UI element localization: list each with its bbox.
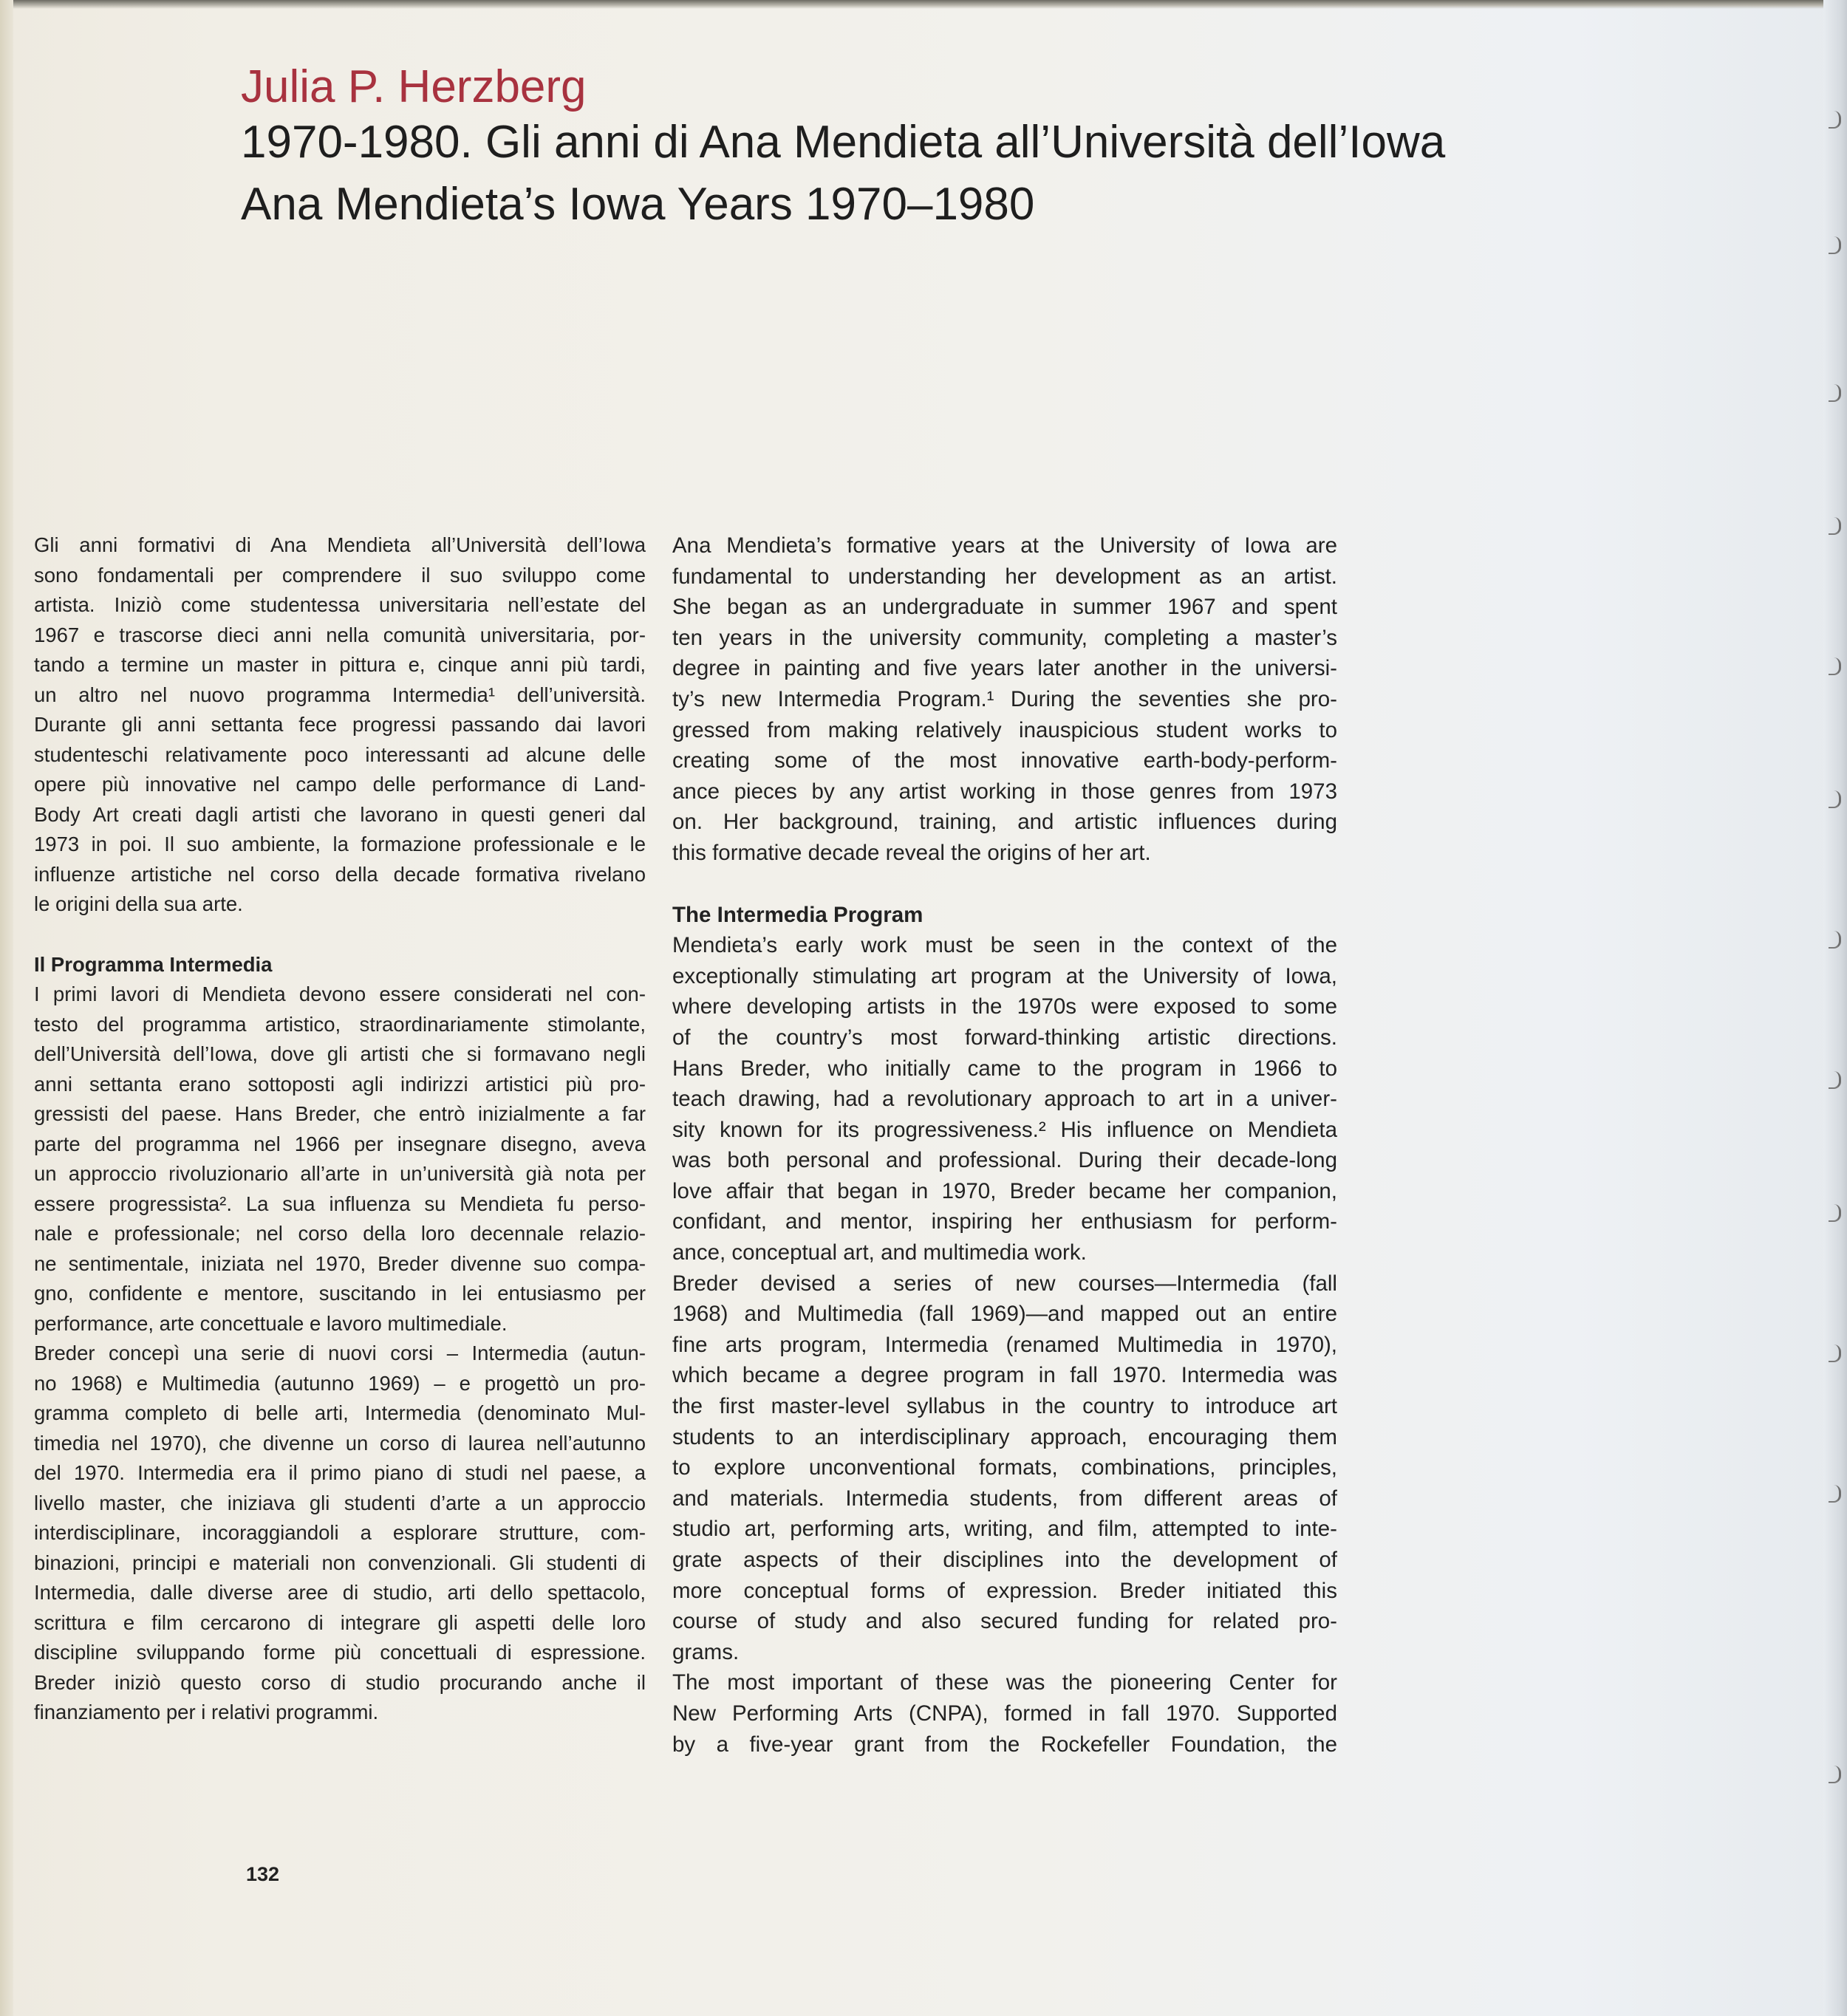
binder-ring xyxy=(1829,384,1841,402)
text-line: gramma completo di belle arti, Intermedia (denominato Mul- xyxy=(34,1401,646,1424)
page-title-italian: 1970-1980. Gli anni di Ana Mendieta all’Università dell’Iowa xyxy=(241,117,1446,168)
text-line: parte del programma nel 1966 per insegnare disegno, aveva xyxy=(34,1132,646,1155)
text-line: un approccio rivoluzionario all’arte in un’università già nota per xyxy=(34,1162,646,1185)
text-line: students to an interdisciplinary approach, encouraging them xyxy=(672,1424,1337,1449)
text-line: grate aspects of their disciplines into the development of xyxy=(672,1548,1337,1572)
italian-paragraph-1 xyxy=(34,980,646,1339)
text-line: creating some of the most innovative earth-body-perform- xyxy=(672,748,1337,773)
text-line: ten years in the university community, completing a master’s xyxy=(672,625,1337,650)
english-text-column xyxy=(672,530,1337,1760)
text-line: finanziamento per i relativi programmi. xyxy=(34,1701,379,1723)
paragraph-gap xyxy=(34,920,646,950)
text-line: where developing artists in the 1970s were exposed to some xyxy=(672,994,1337,1019)
text-line: fundamental to understanding her development as an artist. xyxy=(672,564,1337,589)
english-paragraph-3 xyxy=(672,1667,1337,1760)
top-edge-shadow xyxy=(0,0,1847,9)
page-left-edge xyxy=(0,0,13,2016)
text-line: discipline sviluppando forme più concettuali di espressione. xyxy=(34,1641,646,1664)
text-line: of the country’s most forward-thinking artistic directions. xyxy=(672,1025,1337,1050)
text-line: binazioni, principi e materiali non convenzionali. Gli studenti di xyxy=(34,1551,646,1574)
text-line: teach drawing, had a revolutionary approach to art in a univer- xyxy=(672,1087,1337,1112)
text-line: testo del programma artistico, straordinariamente stimolante, xyxy=(34,1012,646,1036)
italian-text-column xyxy=(34,530,646,1728)
text-line: no 1968) e Multimedia (autunno 1969) – e progettò un pro- xyxy=(34,1371,646,1395)
text-line: studenteschi relativamente poco interessanti ad alcune delle xyxy=(34,742,646,766)
text-line: love affair that began in 1970, Breder became her companion, xyxy=(672,1178,1337,1203)
page-number: 132 xyxy=(246,1863,280,1885)
author-name: Julia P. Herzberg xyxy=(241,61,587,112)
text-line: Mendieta’s early work must be seen in the context of the xyxy=(672,933,1337,958)
binder-ring xyxy=(1829,1485,1841,1503)
text-line: sity known for its progressiveness.² His influence on Mendieta xyxy=(672,1117,1337,1142)
text-line: the first master-level syllabus in the country to introduce art xyxy=(672,1394,1337,1419)
text-line: Breder concepì una serie di nuovi corsi – Intermedia (autun- xyxy=(34,1342,646,1364)
text-line: 1967 e trascorse dieci anni nella comunità universitaria, por- xyxy=(34,623,646,646)
english-paragraph-2 xyxy=(672,1268,1337,1668)
text-line: nale e professionale; nel corso della loro decennale relazio- xyxy=(34,1222,646,1245)
text-line: grams. xyxy=(672,1639,740,1664)
binder-ring xyxy=(1829,657,1841,675)
text-line: opere più innovative nel campo delle performance di Land- xyxy=(34,773,646,796)
page-title-english: Ana Mendieta’s Iowa Years 1970–1980 xyxy=(241,179,1035,230)
text-line: gressed from making relatively inauspicious student works to xyxy=(672,717,1337,742)
text-line: gressisti del paese. Hans Breder, che entrò inizialmente a far xyxy=(34,1102,646,1125)
text-line: Intermedia, dalle diverse aree di studio, arti dello spettacolo, xyxy=(34,1581,646,1604)
english-intro-paragraph xyxy=(672,530,1337,869)
text-line: gno, confidente e mentore, suscitando in lei entusiasmo per xyxy=(34,1282,646,1305)
text-line: sono fondamentali per comprendere il suo sviluppo come xyxy=(34,563,646,587)
text-line: ance pieces by any artist working in those genres from 1973 xyxy=(672,779,1337,804)
binder-ring xyxy=(1829,931,1841,949)
text-line: del 1970. Intermedia era il primo piano di studi nel paese, a xyxy=(34,1461,646,1484)
paragraph-gap xyxy=(672,869,1337,900)
binder-ring xyxy=(1829,517,1841,535)
text-line: scrittura e film cercarono di integrare gli aspetti delle loro xyxy=(34,1610,646,1634)
text-line: Gli anni formativi di Ana Mendieta all’Università dell’Iowa xyxy=(34,533,646,556)
text-line: Hans Breder, who initially came to the program in 1966 to xyxy=(672,1056,1337,1081)
binder-ring xyxy=(1829,1766,1841,1783)
text-line: She began as an undergraduate in summer 1967 and spent xyxy=(672,595,1337,620)
text-line: studio art, performing arts, writing, and film, attempted to inte- xyxy=(672,1517,1337,1542)
text-line: ance, conceptual art, and multimedia work. xyxy=(672,1240,1087,1265)
text-line: Breder devised a series of new courses—Intermedia (fall xyxy=(672,1271,1337,1296)
text-line: interdisciplinare, incoraggiandoli a esplorare strutture, com- xyxy=(34,1521,646,1544)
italian-intro-paragraph xyxy=(34,530,646,920)
binder-ring xyxy=(1829,1071,1841,1089)
text-line: timedia nel 1970), che divenne un corso di laurea nell’autunno xyxy=(34,1431,646,1455)
text-line: 1973 in poi. Il suo ambiente, la formazione professionale e le xyxy=(34,833,646,855)
text-line: anni settanta erano sottoposti agli indirizzi artistici più pro- xyxy=(34,1072,646,1096)
text-line: to explore unconventional formats, combinations, principles, xyxy=(672,1455,1337,1480)
text-line: by a five-year grant from the Rockefeller Foundation, the xyxy=(672,1732,1337,1757)
text-line: le origini della sua arte. xyxy=(34,892,243,915)
text-line: ty’s new Intermedia Program.¹ During the seventies she pro- xyxy=(672,686,1337,711)
text-line: livello master, che iniziava gli studenti d’arte a un approccio xyxy=(34,1491,646,1514)
text-line: and materials. Intermedia students, from different areas of xyxy=(672,1486,1337,1511)
binder-ring xyxy=(1829,790,1841,808)
text-line: performance, arte concettuale e lavoro multimediale. xyxy=(34,1311,508,1335)
text-line: this formative decade reveal the origins of her art. xyxy=(672,840,1151,865)
text-line: ne sentimentale, iniziata nel 1970, Breder divenne suo compa- xyxy=(34,1251,646,1275)
text-line: tando a termine un master in pittura e, cinque anni più tardi, xyxy=(34,653,646,676)
text-line: The most important of these was the pioneering Center for xyxy=(672,1670,1337,1695)
text-line: exceptionally stimulating art program at the University of Iowa, xyxy=(672,963,1337,988)
text-line: Durante gli anni settanta fece progressi passando dai lavori xyxy=(34,713,646,736)
text-line: essere progressista². La sua influenza su Mendieta fu perso- xyxy=(34,1192,646,1215)
text-line: Ana Mendieta’s formative years at the University of Iowa are xyxy=(672,533,1337,558)
text-line: fine arts program, Intermedia (renamed Multimedia in 1970), xyxy=(672,1332,1337,1357)
binder-ring xyxy=(1829,111,1841,129)
italian-paragraph-2 xyxy=(34,1339,646,1728)
binder-ring xyxy=(1829,236,1841,254)
text-line: un altro nel nuovo programma Intermedia¹ dell’università. xyxy=(34,683,646,706)
binder-ring xyxy=(1829,1204,1841,1222)
ring-binder-edge xyxy=(1823,0,1847,2016)
text-line: more conceptual forms of expression. Breder initiated this xyxy=(672,1578,1337,1603)
text-line: which became a degree program in fall 1970. Intermedia was xyxy=(672,1363,1337,1388)
text-line: artista. Iniziò come studentessa universitaria nell’estate del xyxy=(34,593,646,616)
text-line: was both personal and professional. During their decade-long xyxy=(672,1148,1337,1173)
text-line: Breder iniziò questo corso di studio procurando anche il xyxy=(34,1670,646,1694)
italian-section-heading: Il Programma Intermedia xyxy=(34,952,273,976)
english-section-heading: The Intermedia Program xyxy=(672,902,924,927)
text-line: confidant, and mentor, inspiring her enthusiasm for perform- xyxy=(672,1209,1337,1234)
text-line: Body Art creati dagli artisti che lavorano in questi generi dal xyxy=(34,802,646,826)
text-line: degree in painting and five years later another in the universi- xyxy=(672,656,1337,681)
text-line: course of study and also secured funding for related pro- xyxy=(672,1609,1337,1634)
text-line: New Performing Arts (CNPA), formed in fall 1970. Supported xyxy=(672,1701,1337,1726)
text-line: 1968) and Multimedia (fall 1969)—and mapped out an entire xyxy=(672,1302,1337,1327)
binder-ring xyxy=(1829,1344,1841,1362)
english-paragraph-1 xyxy=(672,930,1337,1268)
text-line: dell’Università dell’Iowa, dove gli artisti che si formavano negli xyxy=(34,1042,646,1065)
text-line: I primi lavori di Mendieta devono essere considerati nel con- xyxy=(34,983,646,1005)
text-line: on. Her background, training, and artistic influences during xyxy=(672,810,1337,835)
text-line: influenze artistiche nel corso della decade formativa rivelano xyxy=(34,862,646,886)
